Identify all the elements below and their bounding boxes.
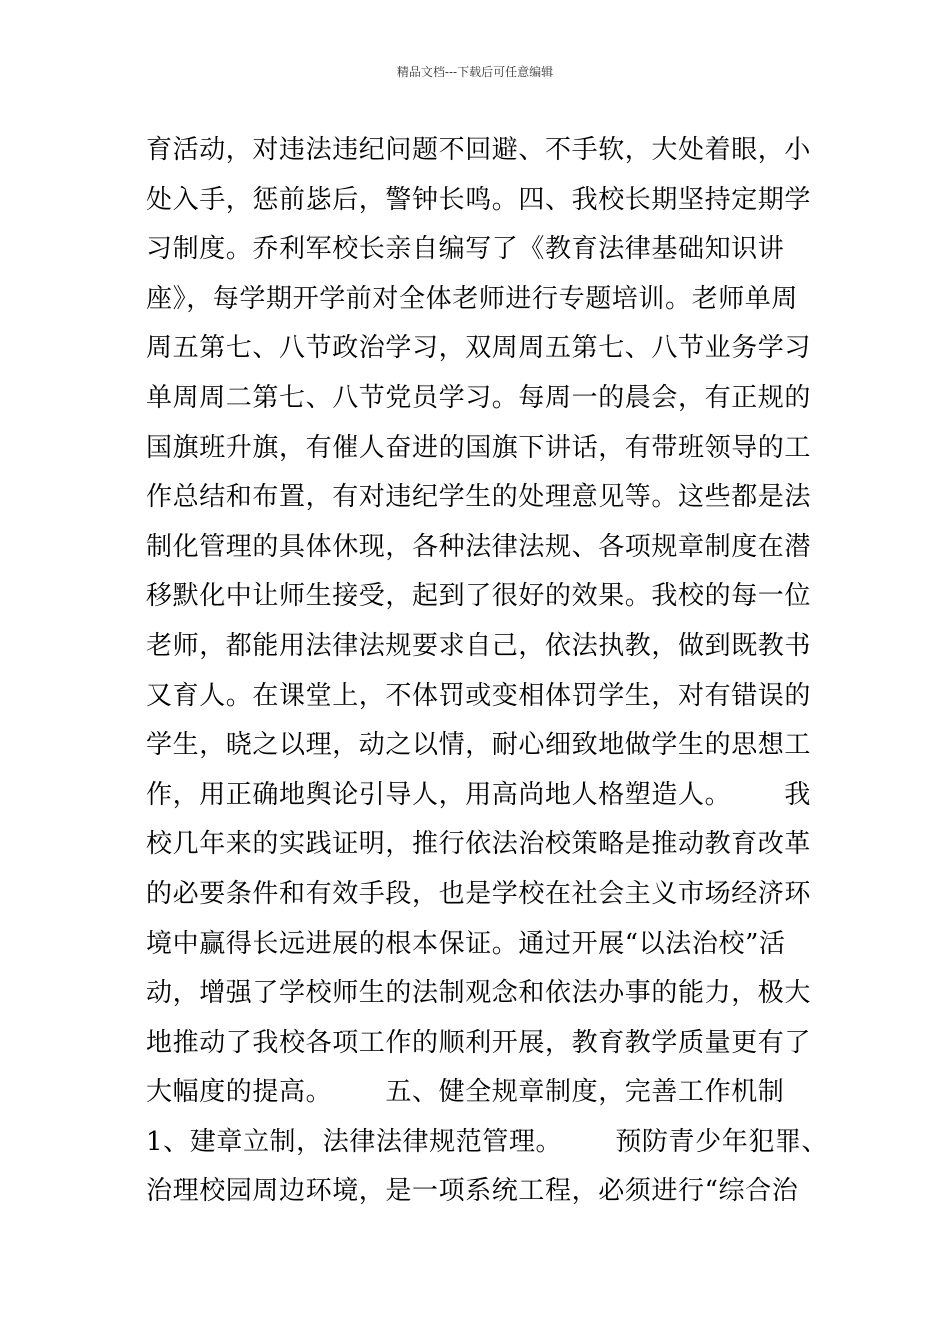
text-line: 处入手，惩前毖后，警钟长鸣。四、我校长期坚持定期学 (146, 184, 812, 215)
text-line: 动，增强了学校师生的法制观念和依法办事的能力，极大 (146, 978, 812, 1009)
text-line: 作总结和布置，有对违纪学生的处理意见等。这些都是法 (146, 482, 812, 513)
text-line: 制化管理的具体休现，各种法律法规、各项规章制度在潜 (146, 531, 812, 562)
text-line: 周五第七、八节政治学习，双周周五第七、八节业务学习 (146, 333, 812, 364)
text-line: 1、建章立制，法律法律规范管理。 预防青少年犯罪、 (146, 1126, 829, 1157)
text-line: 老师，都能用法律法规要求自己，依法执教，做到既教书 (146, 630, 812, 661)
text-line: 的必要条件和有效手段，也是学校在社会主义市场经济环 (146, 878, 812, 909)
text-line: 治理校园周边环境，是一项系统工程，必须进行“综合治 (146, 1176, 799, 1207)
text-line: 作，用正确地舆论引导人，用高尚地人格塑造人。 我 (146, 779, 811, 810)
text-line: 大幅度的提高。 五、健全规章制度，完善工作机制 (146, 1077, 785, 1108)
text-line: 习制度。乔利军校长亲自编写了《教育法律基础知识讲 (146, 234, 785, 265)
text-line: 又育人。在课堂上，不体罚或变相体罚学生，对有错误的 (146, 680, 812, 711)
text-line: 育活动，对违法违纪问题不回避、不手软，大处着眼，小 (146, 135, 812, 165)
text-line: 座》，每学期开学前对全体老师进行专题培训。老师单周 (146, 283, 799, 314)
text-line: 国旗班升旗，有催人奋进的国旗下讲话，有带班领导的工 (146, 432, 812, 463)
text-line: 境中赢得长远进展的根本保证。通过开展“以法治校”活 (146, 928, 786, 959)
text-line: 地推动了我校各项工作的顺利开展，教育教学质量更有了 (146, 1027, 812, 1058)
page-header: 精品文档---下载后可任意编辑 (396, 65, 554, 79)
text-line: 学生，晓之以理，动之以情，耐心细致地做学生的思想工 (146, 730, 812, 761)
text-line: 单周周二第七、八节党员学习。每周一的晨会，有正规的 (146, 382, 812, 413)
text-line: 移默化中让师生接受，起到了很好的效果。我校的每一位 (146, 581, 812, 612)
text-line: 校几年来的实践证明，推行依法治校策略是推动教育改革 (146, 829, 812, 860)
document-body (146, 126, 836, 1217)
